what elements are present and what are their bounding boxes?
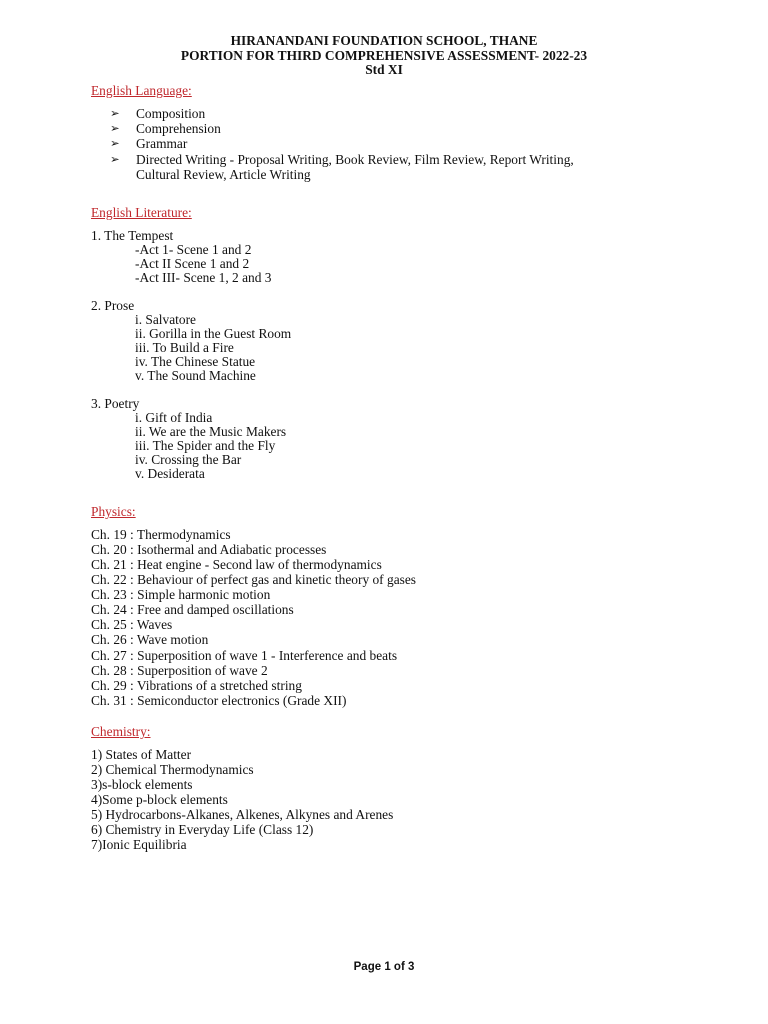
chapter-item: Ch. 26 : Wave motion	[91, 632, 209, 647]
list-item: iii. To Build a Fire	[135, 340, 234, 355]
list-item: -Act 1- Scene 1 and 2	[135, 242, 252, 257]
assessment-title: PORTION FOR THIRD COMPREHENSIVE ASSESSMENT- 2022-23	[180, 47, 588, 63]
chapter-item: Ch. 28 : Superposition of wave 2	[91, 663, 268, 678]
chapter-item: Ch. 27 : Superposition of wave 1 - Interference and beats	[91, 648, 398, 663]
document-header	[0, 34, 768, 78]
list-item: ➢ Directed Writing - Proposal Writing, Book Review, Film Review, Report Writing,	[110, 151, 574, 167]
list-item: -Act II Scene 1 and 2	[135, 256, 250, 271]
chapter-item: Ch. 22 : Behaviour of perfect gas and kinetic theory of gases	[91, 572, 416, 587]
chapter-item: Ch. 20 : Isothermal and Adiabatic processes	[91, 542, 327, 557]
school-name: HIRANANDANI FOUNDATION SCHOOL, THANE	[230, 33, 538, 48]
chapter-item: Ch. 24 : Free and damped oscillations	[91, 602, 294, 617]
poetry-title: 3. Poetry	[91, 396, 140, 411]
topic-item: 4)Some p-block elements	[91, 792, 228, 807]
arrowhead-bullet-icon: ➢	[110, 106, 120, 120]
topic-item: 2) Chemical Thermodynamics	[91, 762, 254, 777]
topic-item: 3)s-block elements	[91, 777, 193, 792]
topic-item: 6) Chemistry in Everyday Life (Class 12)	[91, 822, 314, 837]
list-item: ➢ Composition	[110, 106, 206, 121]
chapter-item: Ch. 31 : Semiconductor electronics (Grade XII)	[91, 693, 347, 708]
standard-label: Std XI	[365, 62, 403, 77]
list-item: ii. Gorilla in the Guest Room	[135, 326, 292, 341]
arrowhead-bullet-icon: ➢	[110, 136, 120, 151]
chapter-item: Ch. 21 : Heat engine - Second law of thermodynamics	[91, 557, 382, 572]
topic-item: 5) Hydrocarbons-Alkanes, Alkenes, Alkynes and Arenes	[91, 807, 394, 822]
arrowhead-bullet-icon: ➢	[110, 121, 120, 136]
list-item: -Act III- Scene 1, 2 and 3	[135, 270, 272, 285]
chapter-item: Ch. 29 : Vibrations of a stretched string	[91, 678, 302, 693]
list-item: iv. Crossing the Bar	[135, 452, 242, 467]
list-item: v. The Sound Machine	[135, 368, 256, 383]
list-item: i. Salvatore	[135, 312, 196, 327]
page-number: Page 1 of 3	[353, 961, 415, 973]
list-item: ➢ Grammar	[110, 136, 188, 152]
list-item: ➢ Comprehension	[110, 121, 221, 137]
arrowhead-bullet-icon: ➢	[110, 151, 120, 166]
list-item: v. Desiderata	[135, 466, 205, 481]
list-item-continuation: Cultural Review, Article Writing	[136, 166, 311, 182]
english-language-list	[110, 106, 574, 182]
chemistry-heading: Chemistry:	[91, 724, 151, 739]
list-item: i. Gift of India	[135, 410, 213, 425]
list-item: ii. We are the Music Makers	[135, 424, 287, 439]
physics-heading: Physics:	[91, 504, 136, 519]
english-language-heading: English Language:	[91, 83, 192, 98]
tempest-title: 1. The Tempest	[91, 228, 174, 243]
list-item: iv. The Chinese Statue	[135, 354, 256, 369]
prose-title: 2. Prose	[91, 298, 135, 313]
topic-item: 7)Ionic Equilibria	[91, 837, 187, 852]
chapter-item: Ch. 19 : Thermodynamics	[91, 527, 231, 542]
topic-item: 1) States of Matter	[91, 747, 192, 762]
chapter-item: Ch. 25 : Waves	[91, 617, 173, 632]
list-item: iii. The Spider and the Fly	[135, 438, 276, 453]
english-literature-heading: English Literature:	[91, 205, 192, 220]
chapter-item: Ch. 23 : Simple harmonic motion	[91, 587, 271, 602]
